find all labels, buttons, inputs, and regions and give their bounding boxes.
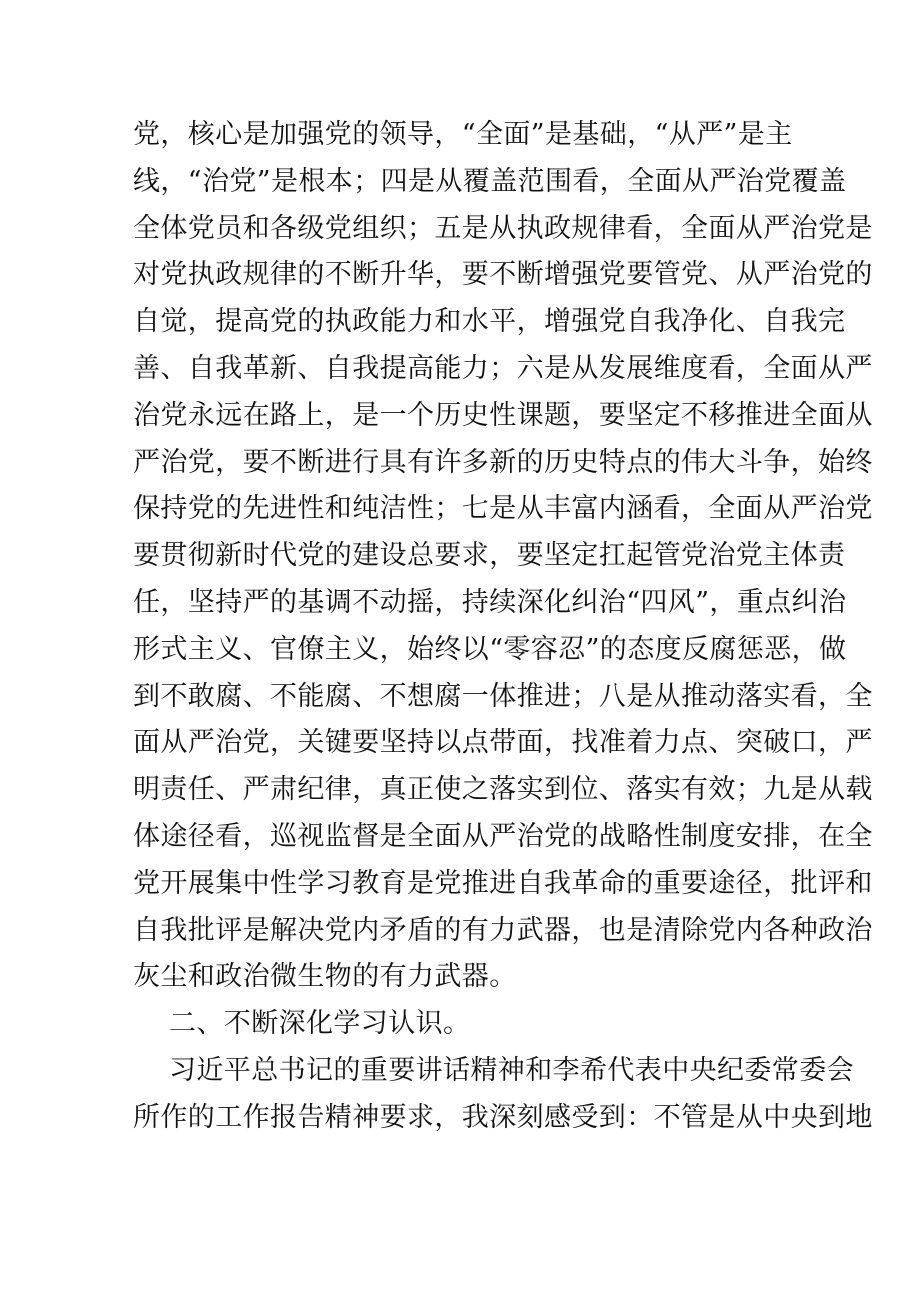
text-line: 党开展集中性学习教育是党推进自我革命的重要途径，批评和 — [133, 867, 873, 899]
text-line: 所作的工作报告精神要求，我深刻感受到：不管是从中央到地 — [133, 1101, 873, 1133]
text-line: 对党执政规律的不断升华，要不断增强党要管党、从严治党的 — [133, 259, 873, 291]
text-line: 任，坚持严的基调不动摇，持续深化纠治“四风”，重点纠治 — [133, 586, 847, 618]
text-line: 保持党的先进性和纯洁性；七是从丰富内涵看，全面从严治党 — [133, 493, 873, 525]
text-line: 到不敢腐、不能腐、不想腐一体推进；八是从推动落实看，全 — [133, 680, 873, 712]
text-line: 形式主义、官僚主义，始终以“零容忍”的态度反腐惩恶，做 — [133, 633, 847, 665]
text-line: 党，核心是加强党的领导，“全面”是基础，“从严”是主 — [133, 119, 793, 150]
text-line: 自我批评是解决党内矛盾的有力武器，也是清除党内各种政治 — [133, 914, 873, 946]
text-line: 面从严治党，关键要坚持以点带面，找准着力点、突破口，严 — [133, 727, 873, 759]
paragraph-first-line: 习近平总书记的重要讲话精神和李希代表中央纪委常委会 — [169, 1054, 854, 1086]
document-body — [133, 112, 873, 1142]
text-line: 要贯彻新时代党的建设总要求，要坚定扛起管党治党主体责 — [133, 540, 846, 572]
text-line: 体途径看，巡视监督是全面从严治党的战略性制度安排，在全 — [133, 820, 873, 852]
text-line: 灰尘和政治微生物的有力武器。 — [133, 961, 517, 993]
text-line: 自觉，提高党的执政能力和水平，增强党自我净化、自我完 — [133, 306, 846, 338]
text-line: 线，“治党”是根本；四是从覆盖范围看，全面从严治党覆盖 — [133, 165, 847, 197]
text-line: 严治党，要不断进行具有许多新的历史特点的伟大斗争，始终 — [133, 446, 873, 478]
section-heading: 二、不断深化学习认识。 — [169, 1008, 471, 1040]
text-line: 善、自我革新、自我提高能力；六是从发展维度看，全面从严 — [133, 352, 873, 384]
text-line: 明责任、严肃纪律，真正使之落实到位、落实有效；九是从载 — [133, 774, 873, 806]
text-line: 治党永远在路上，是一个历史性课题，要坚定不移推进全面从 — [133, 399, 873, 431]
text-line: 全体党员和各级党组织；五是从执政规律看，全面从严治党是 — [133, 212, 873, 244]
